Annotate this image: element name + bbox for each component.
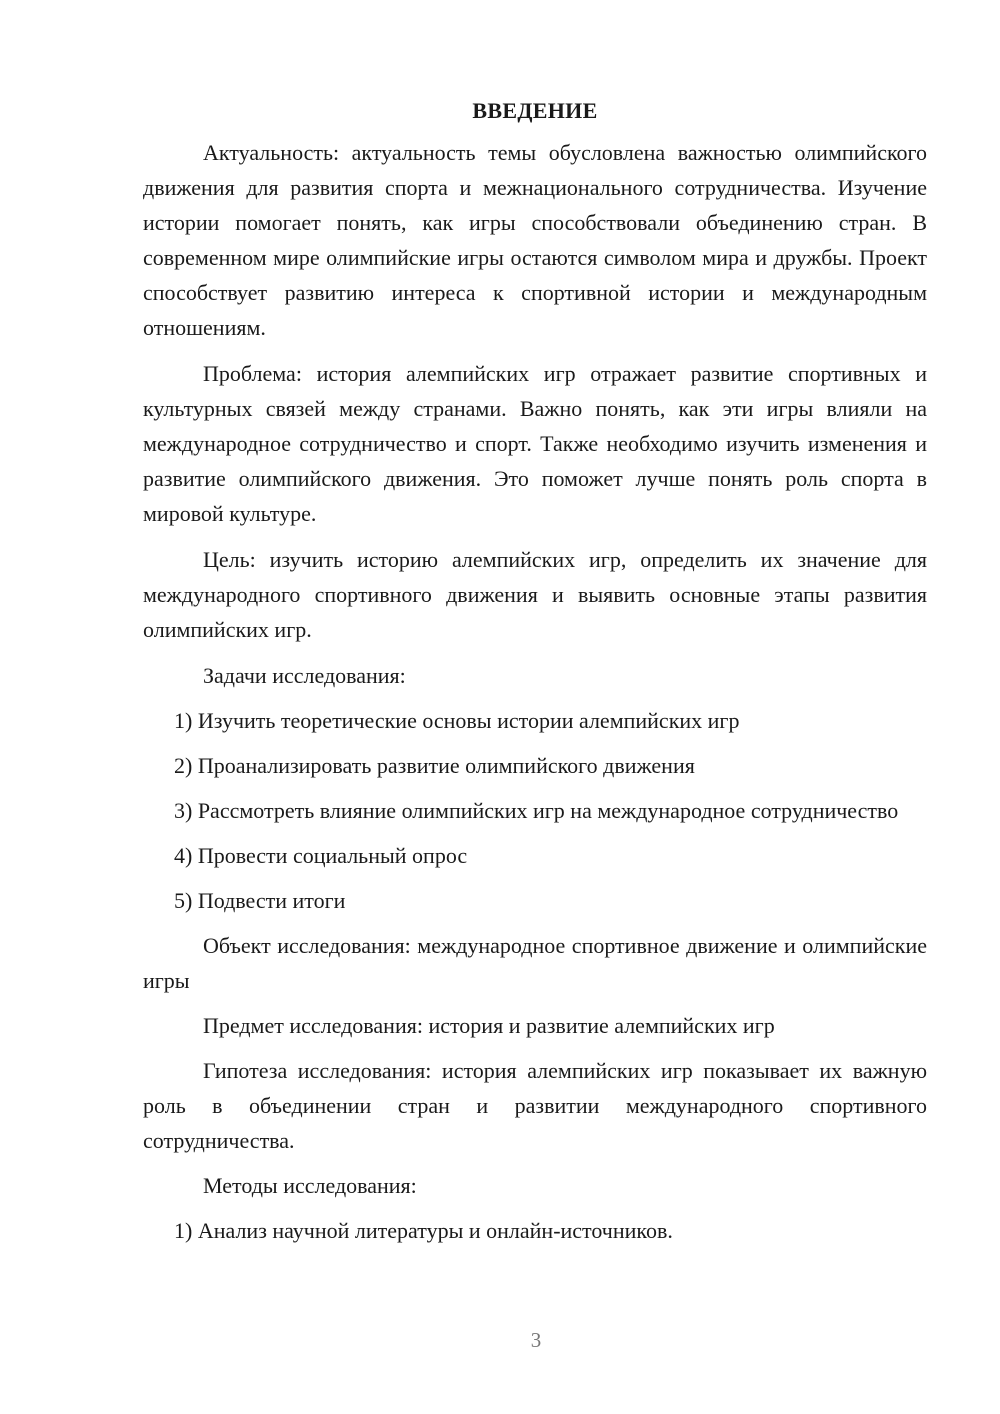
research-subject: Предмет исследования: история и развитие алемпийских игр bbox=[203, 1013, 775, 1038]
problem-paragraph: Проблема: история алемпийских игр отражает развитие спортивных и культурных связей между странами. Важно понять, как эти игры влияли на международное сотрудничество и спорт. Также необходимо изучить изменения и развитие олимпийского движения. Это поможет лучше понять роль спорта в мировой культуре. bbox=[143, 361, 927, 526]
task-item: 1) Изучить теоретические основы истории алемпийских игр bbox=[174, 708, 740, 733]
research-object: Объект исследования: международное спортивное движение и олимпийские игры bbox=[143, 933, 927, 993]
method-item: 1) Анализ научной литературы и онлайн-источников. bbox=[174, 1218, 673, 1243]
task-item: 4) Провести социальный опрос bbox=[174, 843, 468, 868]
task-item: 5) Подвести итоги bbox=[174, 888, 346, 913]
methods-heading: Методы исследования: bbox=[203, 1173, 417, 1198]
task-item: 2) Проанализировать развитие олимпийского движения bbox=[174, 753, 695, 778]
tasks-heading: Задачи исследования: bbox=[203, 663, 406, 688]
page-number: 3 bbox=[530, 1328, 542, 1352]
goal-paragraph: Цель: изучить историю алемпийских игр, определить их значение для международного спортивного движения и выявить основные этапы развития олимпийских игр. bbox=[143, 547, 927, 642]
section-title: ВВЕДЕНИЕ bbox=[472, 98, 598, 123]
research-hypothesis: Гипотеза исследования: история алемпийских игр показывает их важную роль в объединении стран и развитии международного спортивного сотрудничества. bbox=[143, 1058, 927, 1153]
task-item: 3) Рассмотреть влияние олимпийских игр на международное сотрудничество bbox=[174, 798, 899, 823]
page-content bbox=[143, 93, 927, 1258]
relevance-paragraph: Актуальность: актуальность темы обусловлена важностью олимпийского движения для развития спорта и межнационального сотрудничества. Изучение истории помогает понять, как игры способствовали объединению стран. В современном мире олимпийские игры остаются символом мира и дружбы. Проект способствует развитию интереса к спортивной истории и международным отношениям. bbox=[143, 140, 927, 340]
